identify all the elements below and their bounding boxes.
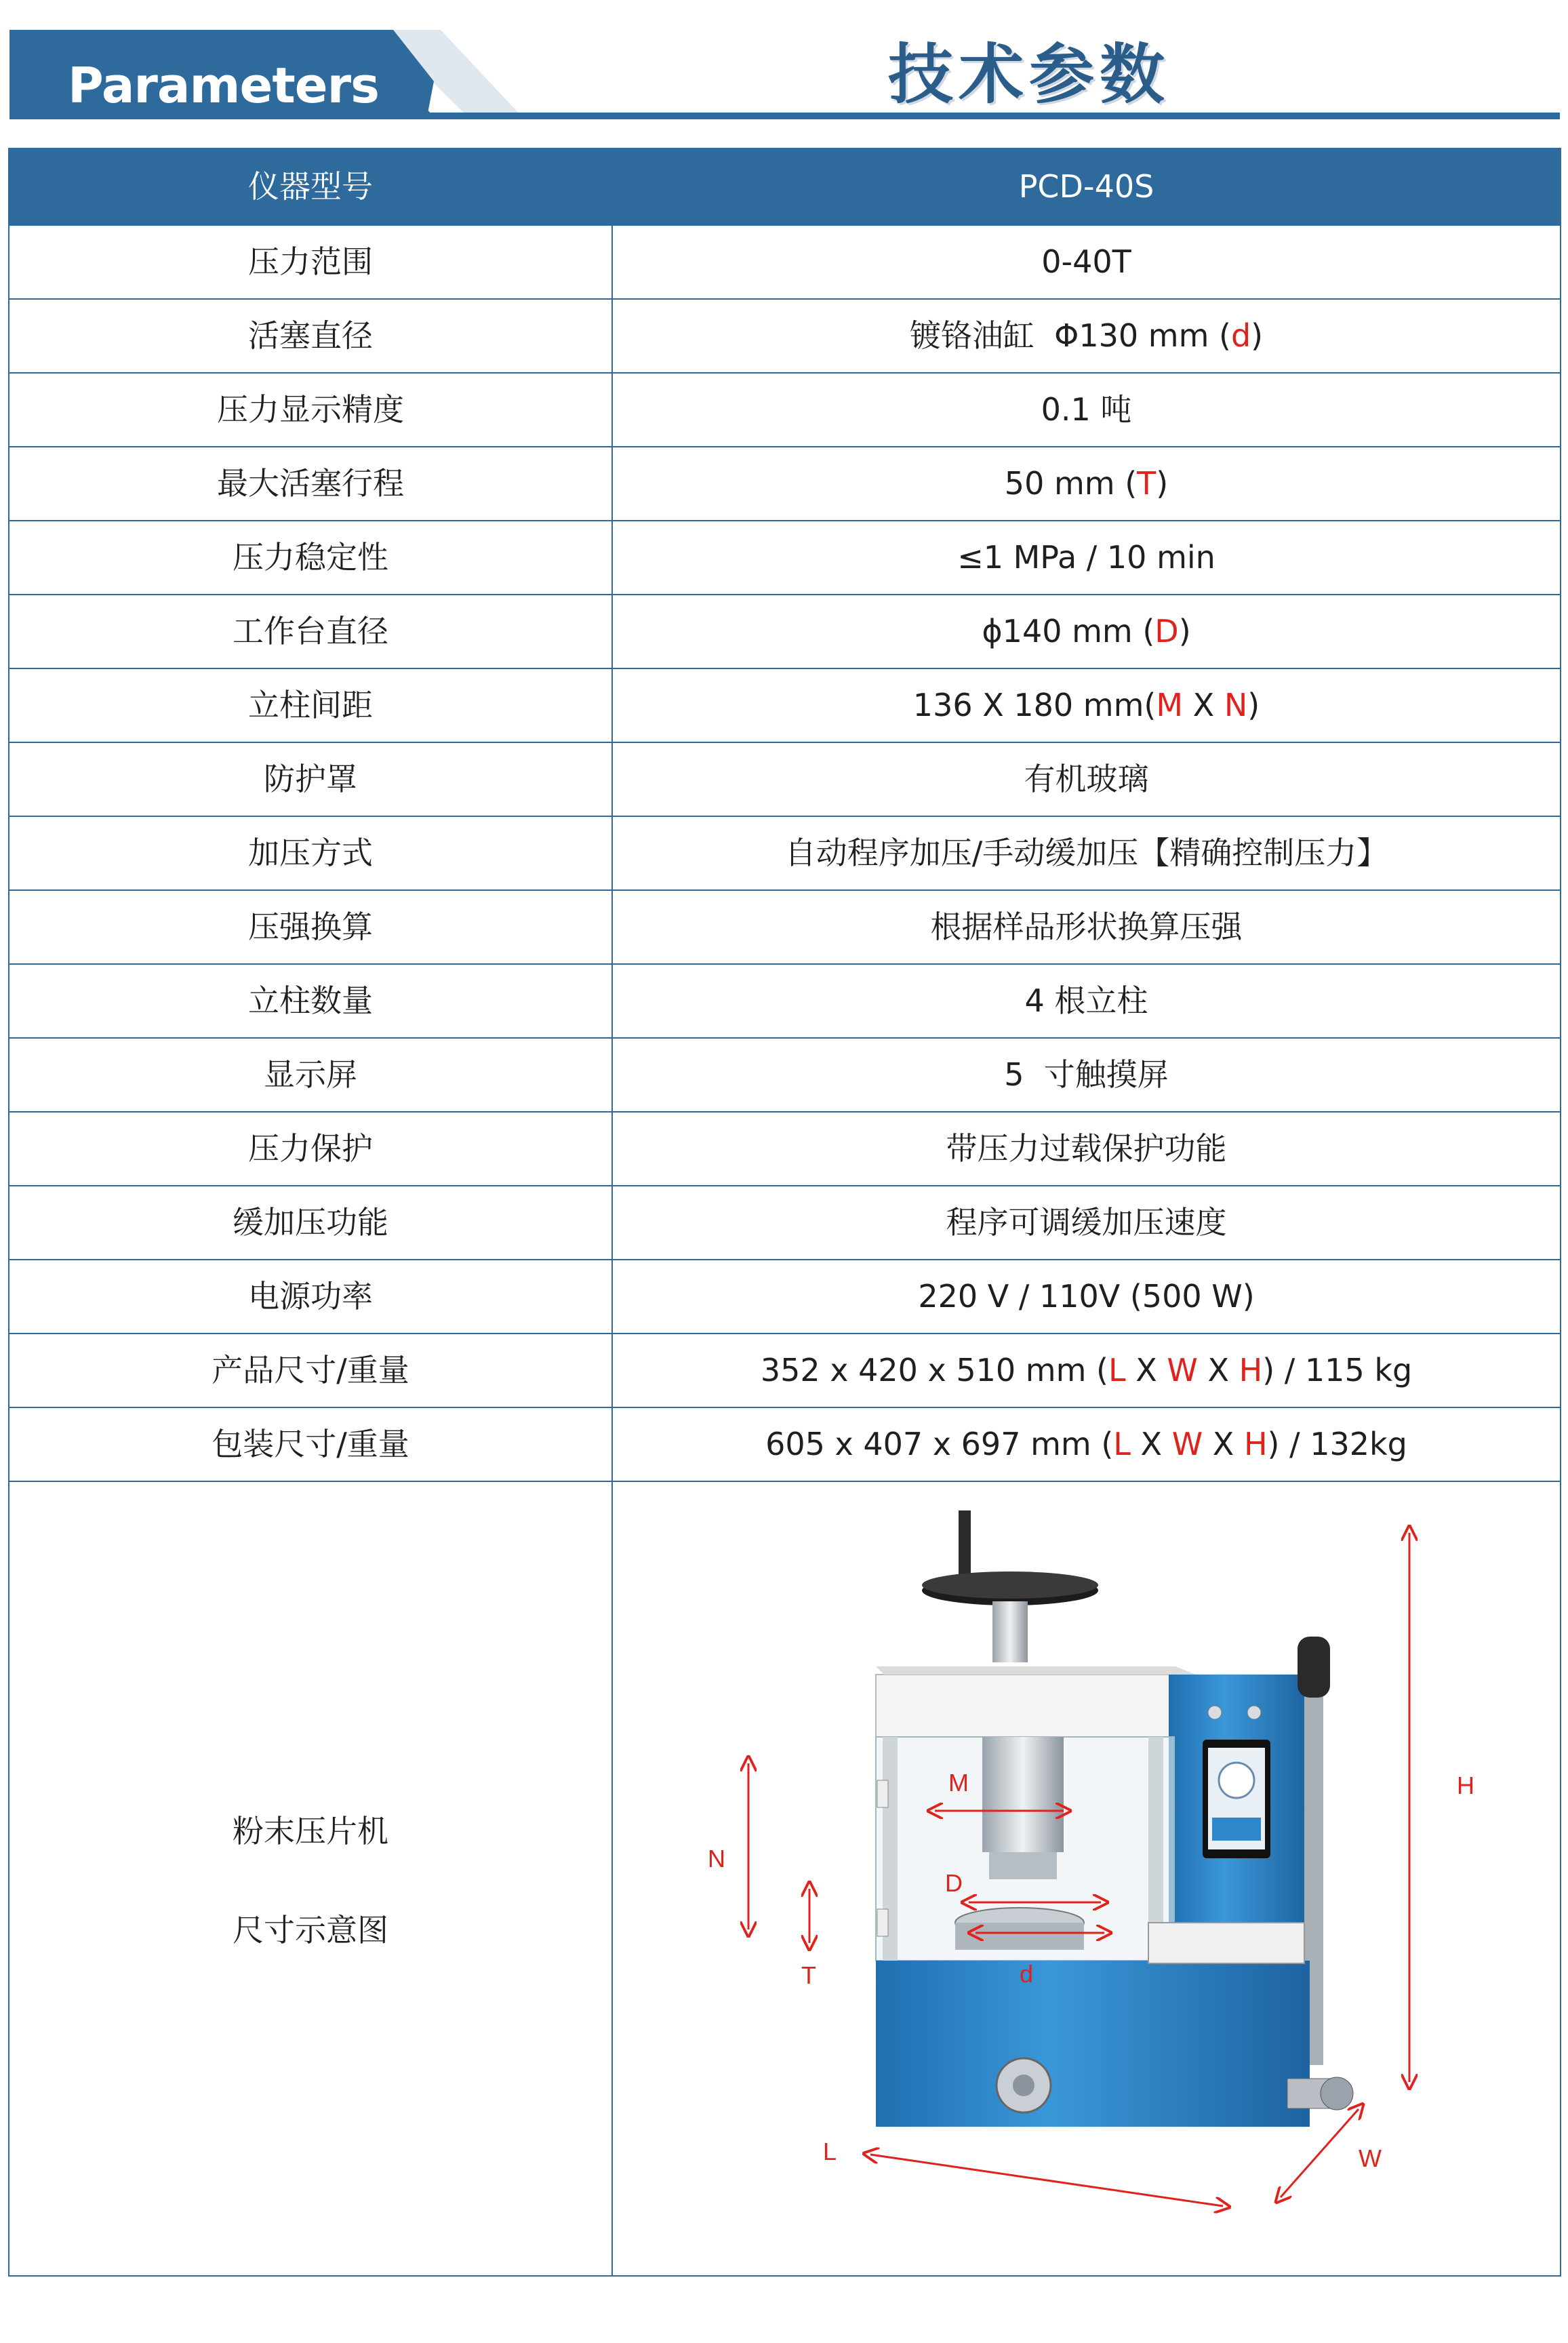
param-label: 加压方式: [9, 816, 612, 890]
dim-label-d: d: [1020, 1960, 1034, 1988]
dim-label-T: T: [801, 1961, 816, 1989]
diagram-label-line1: 粉末压片机: [233, 1813, 388, 1849]
table-header-row: [9, 148, 1561, 225]
value-text: 0-40T: [1041, 243, 1131, 280]
param-label: 压力稳定性: [9, 521, 612, 595]
param-label: 电源功率: [9, 1260, 612, 1334]
table-row: [9, 521, 1561, 595]
dimension-mark: d: [1230, 317, 1251, 354]
value-text: X: [1125, 1352, 1167, 1388]
value-text: 根据样品形状换算压强: [930, 908, 1243, 945]
value-text: 605 x 407 x 697 mm (: [765, 1426, 1114, 1462]
param-label: 立柱数量: [9, 964, 612, 1038]
value-text: ): [1178, 613, 1191, 649]
dimension-mark: N: [1224, 687, 1248, 723]
dimension-mark: H: [1243, 1426, 1268, 1462]
table-row: [9, 816, 1561, 890]
dim-label-W: W: [1359, 2144, 1382, 2172]
table-row: [9, 1186, 1561, 1260]
dim-label-H: H: [1457, 1771, 1474, 1799]
table-row: [9, 595, 1561, 668]
table-row: [9, 1260, 1561, 1334]
value-text: 0.1 吨: [1041, 391, 1132, 428]
table-row: [9, 890, 1561, 964]
param-value: [612, 890, 1561, 964]
table-row: [9, 299, 1561, 373]
diagram-label-line2: 尺寸示意图: [233, 1912, 388, 1948]
diagram-row: [9, 1481, 1561, 2276]
param-value: [612, 964, 1561, 1038]
table-row: [9, 1334, 1561, 1407]
param-label: 防护罩: [9, 742, 612, 816]
param-value: [612, 668, 1561, 742]
page-header: [0, 0, 1568, 136]
param-label: 产品尺寸/重量: [9, 1334, 612, 1407]
table-row: [9, 1038, 1561, 1112]
value-text: 352 x 420 x 510 mm (: [760, 1352, 1108, 1388]
dim-arrow-L: [870, 2155, 1223, 2206]
table-row: [9, 668, 1561, 742]
diagram-label-cell: [9, 1481, 612, 2276]
header-label-cell: 仪器型号: [9, 148, 612, 225]
value-text: 程序可调缓加压速度: [946, 1204, 1227, 1241]
diagram-label: [9, 1807, 611, 1950]
param-value: [612, 742, 1561, 816]
param-value: [612, 1407, 1561, 1481]
value-text: 220 V / 110V (500 W): [918, 1278, 1255, 1315]
table-row: [9, 742, 1561, 816]
base-body: [876, 1961, 1310, 2127]
value-text: 50 mm (: [1004, 465, 1138, 502]
table-row: [9, 373, 1561, 447]
value-text: ) / 115 kg: [1262, 1352, 1413, 1388]
table-row: [9, 1407, 1561, 1481]
header-value-cell: PCD-40S: [612, 148, 1561, 225]
press-screw: [982, 1737, 1064, 1852]
diagram-cell: [612, 1481, 1561, 2276]
param-label: 最大活塞行程: [9, 447, 612, 521]
param-value: [612, 225, 1561, 299]
param-value: [612, 447, 1561, 521]
value-text: 镀铬油缸 Φ130 mm (: [909, 317, 1231, 354]
param-label: 活塞直径: [9, 299, 612, 373]
param-label: 压力显示精度: [9, 373, 612, 447]
value-text: X: [1183, 687, 1224, 723]
dimension-mark: W: [1171, 1426, 1203, 1462]
table-row: [9, 447, 1561, 521]
value-text: X: [1203, 1426, 1244, 1462]
press-machine-illustration: [613, 1482, 1561, 2275]
table-row: [9, 225, 1561, 299]
dim-label-N: N: [708, 1845, 725, 1873]
param-label: 显示屏: [9, 1038, 612, 1112]
dimension-mark: M: [1156, 687, 1184, 723]
section-title-cn: 技术参数: [888, 37, 1170, 113]
value-text: 自动程序加压/手动缓加压【精确控制压力】: [784, 835, 1388, 871]
param-value: [612, 1038, 1561, 1112]
param-value: [612, 1186, 1561, 1260]
param-label: 包装尺寸/重量: [9, 1407, 612, 1481]
param-value: [612, 816, 1561, 890]
value-text: 5 寸触摸屏: [1004, 1056, 1169, 1093]
screw-top: [992, 1601, 1028, 1662]
dim-label-D: D: [945, 1869, 963, 1897]
dimension-mark: D: [1154, 613, 1179, 649]
value-text: 有机玻璃: [1024, 761, 1149, 797]
value-text: 4 根立柱: [1024, 982, 1148, 1019]
param-label: 缓加压功能: [9, 1186, 612, 1260]
param-label: 压力保护: [9, 1112, 612, 1186]
top-plate: [876, 1675, 1175, 1737]
value-text: X: [1130, 1426, 1172, 1462]
param-value: [612, 1112, 1561, 1186]
value-text: ) / 132kg: [1267, 1426, 1407, 1462]
param-value: [612, 521, 1561, 595]
value-text: X: [1197, 1352, 1239, 1388]
value-text: ϕ140 mm (: [982, 613, 1155, 649]
param-label: 立柱间距: [9, 668, 612, 742]
param-label: 压强换算: [9, 890, 612, 964]
dimension-mark: H: [1239, 1352, 1263, 1388]
value-text: ): [1247, 687, 1260, 723]
table-row: [9, 964, 1561, 1038]
value-text: ): [1156, 465, 1169, 502]
dim-label-L: L: [823, 2138, 837, 2165]
dimension-mark: L: [1108, 1352, 1126, 1388]
value-text: ≤1 MPa / 10 min: [957, 539, 1215, 576]
param-value: [612, 1334, 1561, 1407]
value-text: ): [1251, 317, 1264, 354]
table-row: [9, 1112, 1561, 1186]
section-title-en: Parameters: [68, 57, 379, 114]
param-value: [612, 595, 1561, 668]
parameter-table: [8, 148, 1561, 2277]
value-text: 带压力过载保护功能: [946, 1130, 1227, 1167]
dimension-mark: W: [1167, 1352, 1198, 1388]
param-label: 工作台直径: [9, 595, 612, 668]
value-text: 136 X 180 mm(: [912, 687, 1157, 723]
param-value: [612, 299, 1561, 373]
param-value: [612, 1260, 1561, 1334]
dimension-mark: T: [1137, 465, 1157, 502]
dim-label-M: M: [948, 1769, 969, 1797]
dimension-mark: L: [1113, 1426, 1131, 1462]
param-label: 压力范围: [9, 225, 612, 299]
param-value: [612, 373, 1561, 447]
